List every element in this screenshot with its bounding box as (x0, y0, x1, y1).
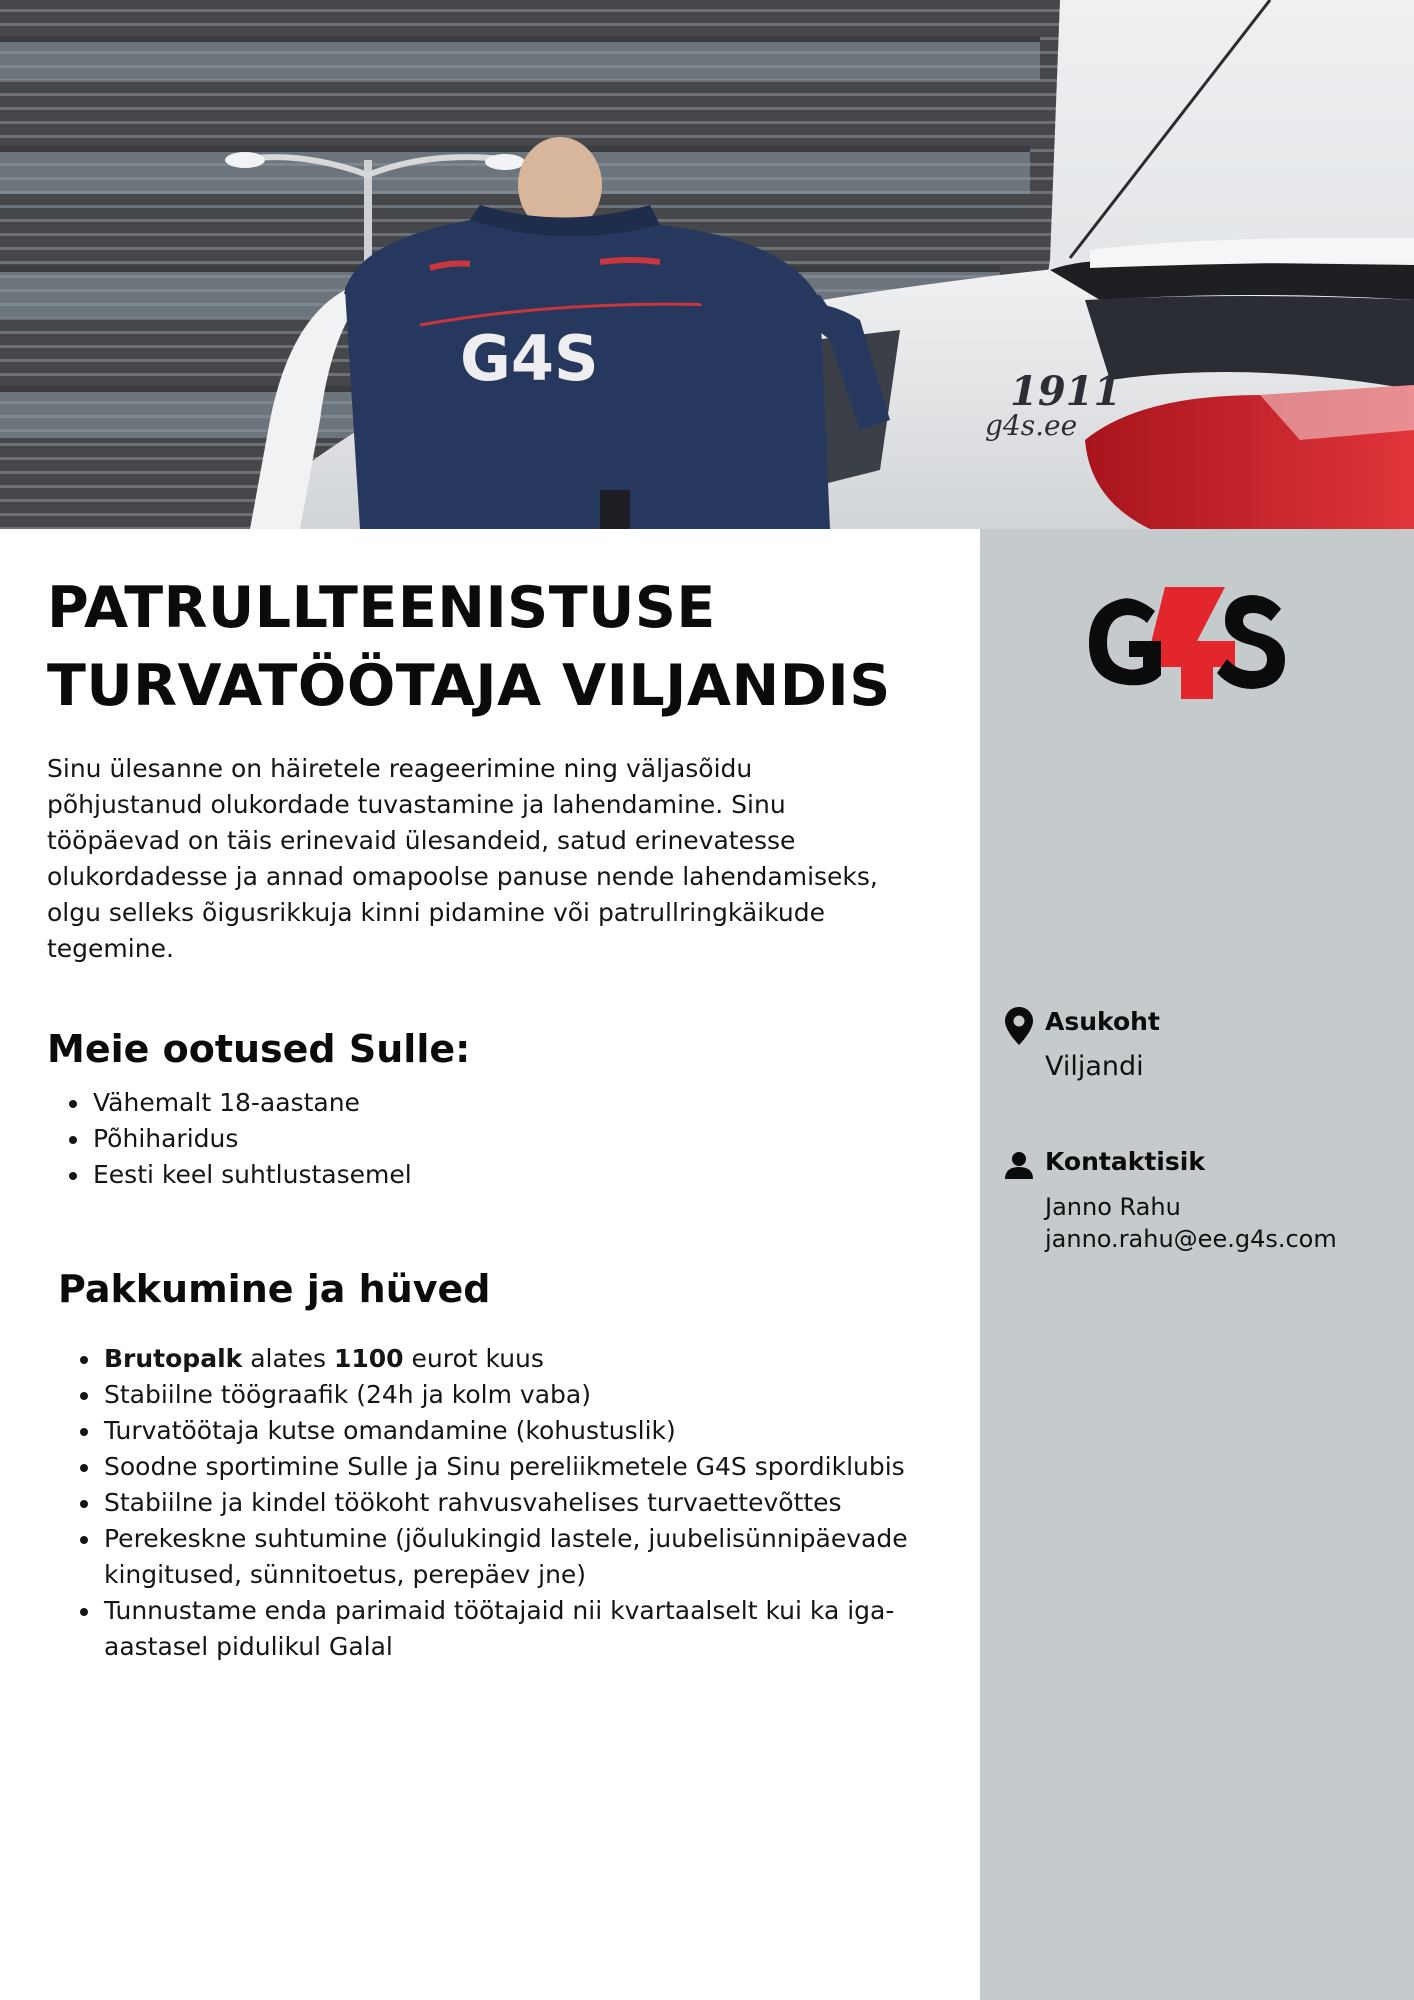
person-icon (1005, 1151, 1033, 1184)
salary-amount: 1100 (333, 1344, 404, 1373)
contact-label: Kontaktisik (1045, 1147, 1205, 1176)
list-item: • Põhiharidus (91, 1121, 412, 1157)
contact-email[interactable]: janno.rahu@ee.g4s.com (1045, 1225, 1337, 1253)
list-item: • Tunnustame enda parimaid töötajaid nii kvartaalselt kui ka iga-aastasel pidulikul Galal (102, 1593, 952, 1665)
expectations-heading: Meie ootused Sulle: (47, 1027, 471, 1071)
jacket-logo (460, 322, 599, 395)
g4s-logo (1085, 581, 1285, 706)
salary-item (102, 1341, 952, 1377)
list-item: • Vähemalt 18-aastane (91, 1085, 412, 1121)
job-intro: Sinu ülesanne on häiretele reageerimine ning väljasõidu põhjustanud olukordade tuvastamine ja lahendamine. Sinu tööpäevad on täis erinevaid ülesandeid, satud erinevatesse olukordadesse ja annad omapoolse panuse nende lahendamiseks, olgu selleks õigusrikkuja kinni pidamine või patrullringkäikude tegemine. (47, 754, 878, 963)
offer-list (58, 1341, 952, 1665)
salary-text-1: alates (242, 1344, 334, 1373)
location-value: Viljandi (1045, 1051, 1144, 1082)
list-item: • Soodne sportimine Sulle ja Sinu pereliikmetele G4S spordiklubis (102, 1449, 952, 1485)
contact-name: Janno Rahu (1045, 1193, 1181, 1221)
svg-text:g4s.ee: g4s.ee (985, 409, 1078, 442)
svg-text:1911: 1911 (1010, 368, 1122, 415)
offer-heading: Pakkumine ja hüved (58, 1267, 491, 1311)
hero-photo (0, 0, 1414, 529)
expectations-list (47, 1085, 412, 1193)
map-pin-icon (1005, 1007, 1033, 1050)
job-title-line-1: PATRULLTEENISTUSE (47, 575, 716, 641)
svg-text:G4S: G4S (460, 322, 599, 395)
list-item: • Stabiilne töögraafik (24h ja kolm vaba) (102, 1377, 952, 1413)
sidebar (980, 529, 1414, 2000)
salary-text-2: eurot kuus (403, 1344, 544, 1373)
job-title (47, 569, 927, 725)
list-item: • Perekeskne suhtumine (jõulukingid lastele, juubelisünnipäevade kingitused, sünnitoetus, perepäev jne) (102, 1521, 952, 1593)
list-item: • Turvatöötaja kutse omandamine (kohustuslik) (102, 1413, 952, 1449)
job-title-line-2: TURVATÖÖTAJA VILJANDIS (47, 653, 891, 719)
list-item: • Stabiilne ja kindel töökoht rahvusvahelises turvaettevõttes (102, 1485, 952, 1521)
salary-label: Brutopalk (104, 1344, 243, 1373)
list-item: • Eesti keel suhtlustasemel (91, 1157, 412, 1193)
location-label: Asukoht (1045, 1007, 1160, 1036)
